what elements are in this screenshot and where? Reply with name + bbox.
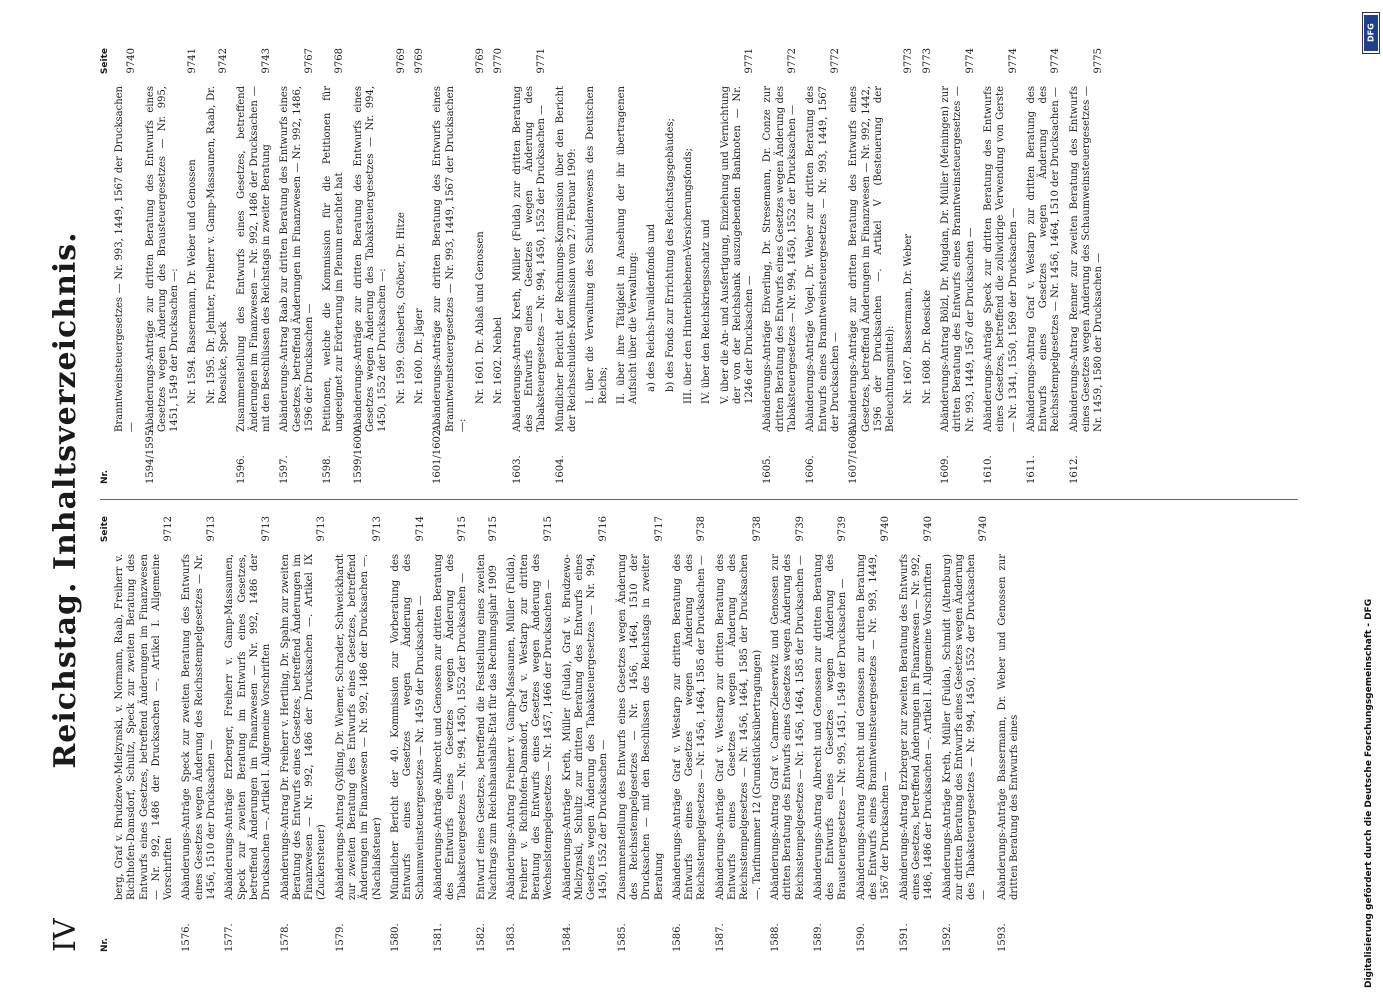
entry-text: Zusammenstellung des Entwurfs eines Gesetzes wegen Änderung des Reichsstempelgesetzes — Nr. 1456, 1464, 1510 der Drucksachen — mit den Beschlüssen des Reichstags in zweiter Beratung (616, 554, 665, 900)
page-header (40, 48, 100, 952)
entry-number: 1584. (561, 923, 573, 952)
entry-text: Petitionen, welche die Kommission für die Petitionen für ungeeignet zur Erörterung im Plenum erachtet hat (322, 86, 346, 432)
index-entry (585, 48, 610, 484)
entry-number: 1588. (769, 923, 781, 952)
entry-page: 9774 (1007, 48, 1019, 74)
entry-page: 9775 (1093, 48, 1105, 74)
entry-page: 9769 (475, 48, 487, 74)
entry-text: Abänderungs-Anträge Kreth, Müller (Fulda), Schmidt (Altenburg) zur dritten Beratung des Entwurfs eines Gesetzes wegen Änderung des Tabaksteuergesetzes — Nr. 994, 1450, 1552 der Drucksachen — (941, 554, 990, 900)
index-entry (899, 516, 936, 952)
entry-page: 9771 (744, 48, 756, 74)
entry-text: Abänderungs-Anträge Graf v. Westarp zur dritten Beratung des Entwurfs eines Gesetzes wegen Änderung des Reichsstempelgesetzes — Nr. 1456, 1464, 1585 der Drucksachen — (671, 554, 708, 900)
index-entry (672, 516, 709, 952)
entry-text: III. über den Hinterbliebenen-Versicherungsfonds; (682, 148, 694, 404)
index-entry (762, 48, 799, 484)
left-column-head (100, 516, 114, 952)
entry-number: 1589. (812, 923, 824, 952)
index-entry (1069, 48, 1106, 484)
entry-text: Abänderungs-Anträge zur dritten Beratung des Entwurfs eines Gesetzes wegen Änderung des Brausteuergesetzes — Nr. 995, 1451, 1549 der Drucksachen —: (144, 86, 181, 432)
entry-text: Abänderungs-Anträge Ebverling, Dr. Stresemann, Dr. Conze zur dritten Beratung des Entwurfs eines Gesetzes wegen Änderung des Tabaksteuergesetzes — Nr. 994, 1450, 1552 der Drucksachen — (762, 86, 799, 432)
column-label-nr: Nr. (100, 469, 110, 484)
entry-text: Nr. 1594. Bassermann, Dr. Weber und Genossen (187, 159, 199, 404)
entry-text: II. über ihre Tätigkeit in Ansehung der ihr übertragenen Aufsicht über die Verwaltung: (615, 86, 640, 404)
entry-page: 9769 (395, 48, 407, 74)
digitization-footer (1362, 12, 1380, 987)
entry-page: 9713 (206, 516, 218, 542)
index-entry (942, 516, 991, 952)
entry-page: 9768 (334, 48, 346, 74)
entry-text: Abänderungs-Anträge Kreth, Müller (Fulda), Graf v. Brudzewo-Mielzynski, Schultz zur dritten Beratung des Entwurfs eines Gesetzes wegen Änderung des Tabaksteuergesetzes — Nr. 994, 1450, 1552 der Drucksachen — (561, 554, 610, 900)
entry-page: 9773 (921, 48, 933, 74)
index-entry (940, 48, 977, 484)
entry-page: 9743 (260, 48, 272, 74)
index-entry (805, 48, 842, 484)
entry-page: 9739 (794, 516, 806, 542)
entry-number: 1606. (805, 455, 817, 484)
entry-page: 9769 (413, 48, 425, 74)
index-entry (279, 48, 316, 484)
index-entry (224, 516, 273, 952)
index-entry (617, 516, 666, 952)
column-divider (100, 499, 1298, 500)
index-entry (715, 516, 764, 952)
entry-page: 9740 (978, 516, 990, 542)
entry-text: Nr. 1599. Giesberts, Gröber, Dr. Hitze (395, 212, 407, 404)
entry-text: Abänderungs-Anträge Albrecht und Genossen zur dritten Beratung des Entwurfs eines Gesetzes wegen Änderung des Tabaksteuergesetzes — Nr. 994, 1450, 1552 der Drucksachen — (432, 554, 469, 900)
entry-text: Abänderungs-Antrag Albrecht und Genossen zur dritten Beratung des Entwurfs eines Branntweinsteuergesetzes — Nr. 993, 1449, 1567 der Drucksachen — (855, 554, 892, 900)
entry-text: I. über die Verwaltung des Schuldenwesens des Deutschen Reichs; (585, 86, 609, 404)
entry-page: 9712 (163, 516, 175, 542)
entry-page: 9772 (787, 48, 799, 74)
index-entry (720, 48, 757, 484)
entry-text: Abänderungs-Anträge zur dritten Beratung des Entwurfs eines Gesetzes, betreffend Änderungen im Finanzwesen — Nr. 992, 1442, 1596 der Drucksachen —. Artikel V (Besteuerung der Beleuchtungsmittel): (848, 86, 897, 432)
column-label-nr: Nr. (100, 937, 110, 952)
entry-page: 9739 (837, 516, 849, 542)
entry-page: 9714 (414, 516, 426, 542)
entry-number: 1586. (671, 923, 683, 952)
entry-page: 9771 (536, 48, 548, 74)
index-entry (562, 516, 611, 952)
entry-text: Abänderungs-Anträge Speck zur zweiten Beratung des Entwurfs eines Gesetzes wegen Änderung des Reichsstempelgesetzes — Nr. 1456, 1510 der Drucksachen — (181, 554, 218, 900)
entry-text: Abänderungs-Antrag Bölzl, Dr. Mugdan, Dr. Müller (Meiningen) zur dritten Beratung des Entwurfs eines Branntweinsteuergesetzes — Nr. 993, 1449, 1567 der Drucksachen — (940, 86, 976, 432)
entry-text: Nr. 1608. Dr. Roesicke (921, 289, 933, 404)
entry-number: 1592. (941, 923, 953, 952)
entry-page: 9715 (543, 516, 555, 542)
entry-text: Abänderungs-Anträge Graf v. Westarp zur dritten Beratung des Entwurfs eines Gesetzes wegen Änderung des Reichsstempelgesetzes — Nr. 1456, 1464, 1585 der Drucksachen —. Tarifnummer 12 (Grundstücksübertragungen) (714, 554, 763, 900)
entry-number: 1587. (714, 923, 726, 952)
entry-page: 9738 (751, 516, 763, 542)
left-entry-list (114, 516, 1021, 952)
entry-page: 9773 (903, 48, 915, 74)
entry-number: 1598. (322, 455, 334, 484)
index-entry (701, 48, 713, 484)
index-entry (206, 48, 231, 484)
right-column-head (100, 48, 114, 484)
entry-number: 1580. (389, 923, 401, 952)
index-entry (280, 516, 329, 952)
entry-text: Nr. 1595. Dr. Jehnter, Freiherr v. Gamp-Massaunen, Raab, Dr. Roesicke, Speck (205, 86, 230, 404)
entry-number: 1593. (996, 923, 1008, 952)
entry-number: 1611. (1025, 455, 1037, 484)
entry-text: Branntweinsteuergesetzes — Nr. 993, 1449, 1567 der Drucksachen — (114, 86, 138, 432)
index-entry (493, 48, 505, 484)
index-entry (922, 48, 934, 484)
entry-text: Abänderungs-Antrag Graf v. Carmer-Zieserwitz und Genossen zur dritten Beratung des Entwurfs eines Gesetzes wegen Änderung des Reichsstempelgesetzes — Nr. 1456, 1464, 1585 der Drucksachen — (769, 554, 806, 900)
entry-page: 9741 (187, 48, 199, 74)
entry-text: Abänderungs-Anträge zur dritten Beratung des Entwurfs eines Gesetzes wegen Änderung des Tabaksteuergesetzes — Nr. 994, 1450, 1552 der Drucksachen —: (352, 86, 389, 432)
entry-number: 1597. (279, 455, 291, 484)
entry-number: 1612. (1068, 455, 1080, 484)
index-entry (1026, 48, 1063, 484)
entry-number: 1599/1600. (352, 426, 364, 484)
entry-number: 1582. (475, 923, 487, 952)
entry-page: 9770 (493, 48, 505, 74)
entry-number: 1581. (432, 923, 444, 952)
left-column (100, 516, 1298, 952)
entry-text: Entwurf eines Gesetzes, betreffend die Feststellung eines zweiten Nachtrags zum Reichshaushalts-Etat für das Rechnungsjahr 1909 (475, 554, 500, 900)
entry-number: 1583. (506, 923, 518, 952)
right-entry-list (114, 48, 1106, 484)
entry-number: 1579. (334, 923, 346, 952)
entry-number: 1601/1602. (432, 426, 444, 484)
entry-text: Abänderungs-Antrag Freiherr v. Gamp-Massaunen, Müller (Fulda), Freiherr v. Richthofen-Damsdorf, Graf v. Westarp zur dritten Beratung des Entwurfs eines Gesetzes wegen Änderung des Wechselstempelgesetzes — Nr. 1457, 1466 der Drucksachen — (506, 554, 555, 900)
entry-page: 9738 (696, 516, 708, 542)
entry-page: 9713 (371, 516, 383, 542)
entry-number: 1594/1595. (144, 426, 156, 484)
entry-number: 1578. (279, 923, 291, 952)
entry-number: 1576. (181, 923, 193, 952)
entry-number: 1607/1608. (848, 426, 860, 484)
entry-page: 9716 (598, 516, 610, 542)
index-entry (646, 48, 658, 484)
index-entry (114, 48, 139, 484)
entry-text: Abänderungs-Anträge Speck zur dritten Beratung des Entwurfs eines Gesetzes, betreffend die zollwidrige Verwendung von Gerste — Nr. 1341, 1550, 1569 der Drucksachen — (982, 86, 1019, 432)
entry-text: Zusammenstellung des Entwurfs eines Gesetzes, betreffend Änderungen im Finanzwesen — Nr. 992, 1486 der Drucksachen — mit den Beschlüssen des Reichstags in zweiter Beratung (236, 86, 272, 432)
page-number: IV (48, 918, 83, 952)
index-entry (145, 48, 182, 484)
dfg-logo: DFG (1364, 15, 1378, 51)
index-entry (903, 48, 915, 484)
index-entry (506, 516, 555, 952)
index-entry (555, 48, 580, 484)
entry-text: IV. über den Reichskriegsschatz und (701, 219, 713, 404)
index-entry (433, 516, 470, 952)
entry-number: 1585. (616, 923, 628, 952)
entry-page: 9717 (653, 516, 665, 542)
entry-number: 1577. (224, 923, 236, 952)
column-label-seite: Seite (100, 516, 110, 543)
entry-text: Abänderungs-Antrag Graf v. Westarp zur dritten Beratung des Entwurfs eines Gesetzes wegen Änderung des Reichsstempelgesetzes — Nr. 1456, 1464, 1510 der Drucksachen — (1025, 86, 1062, 432)
entry-text: Nr. 1607. Bassermann, Dr. Weber (903, 233, 915, 404)
entry-text: a) des Reichs-Invalidenfonds und (646, 223, 658, 392)
entry-page: 9740 (880, 516, 892, 542)
entry-number: 1591. (898, 923, 910, 952)
entry-text: Mündlicher Bericht der Rechnungs-Kommission über den Bericht der Reichsschulden-Kommission vom 27. Februar 1909: (554, 86, 578, 432)
entry-text: Abänderungs-Antrag Kreth, Müller (Fulda) zur dritten Beratung des Entwurfs eines Gesetzes wegen Änderung des Tabaksteuergesetzes — Nr. 994, 1450, 1552 der Drucksachen — (511, 86, 548, 432)
entry-text: V. über die An- und Ausfertigung, Einziehung und Vernichtung der von der Reichsbank auszugebenden Banknoten — Nr. 1246 der Drucksachen — (719, 86, 756, 404)
index-entry (997, 516, 1022, 952)
index-entry (848, 48, 897, 484)
index-entry (390, 516, 427, 952)
entry-text: Nr. 1600. Dr. Jäger (413, 308, 425, 404)
index-entry (114, 516, 175, 952)
entry-number: 1603. (511, 455, 523, 484)
index-entry (813, 516, 850, 952)
entry-text: Abänderungs-Antrag Dr. Freiherr v. Hertling, Dr. Spahn zur zweiten Beratung des Entwurfs eines Gesetzes, betreffend Änderungen im Finanzwesen — Nr. 992, 1486 der Drucksachen —. Artikel IX (Zuckersteuer) (279, 554, 328, 900)
entry-text: Abänderungs-Antrag Gyßling, Dr. Wiemer, Schrader, Schweickhardt zur zweiten Beratung des Entwurfs eines Gesetzes, betreffend Änderungen im Finanzwesen — Nr. 992, 1486 der Drucksachen —. (Nachlaßsteuer) (334, 554, 383, 900)
index-entry (236, 48, 273, 484)
index-entry (335, 516, 384, 952)
digitization-note: Digitalisierung gefördert durch die Deutsche Forschungsgemeinschaft - DFG (1364, 598, 1374, 988)
index-entry (414, 48, 426, 484)
entry-number: 1609. (940, 455, 952, 484)
index-entry (396, 48, 408, 484)
entry-page: 9740 (126, 48, 138, 74)
entry-page: 9715 (457, 516, 469, 542)
entry-page: 9767 (303, 48, 315, 74)
entry-text: Nr. 1602. Nehbel (493, 316, 505, 404)
index-entry (616, 48, 641, 484)
entry-number: 1604. (554, 455, 566, 484)
entry-page: 9715 (488, 516, 500, 542)
entry-text: Abänderungs-Anträge zur dritten Beratung des Entwurfs eines Branntweinsteuergesetzes — Nr. 993, 1449, 1567 der Drucksachen —: (432, 86, 468, 432)
index-entry (770, 516, 807, 952)
entry-text: Abänderungs-Anträge Erzberger, Freiherr v. Gamp-Massaunen, Speck zur zweiten Beratung im Entwurfs eines Gesetzes, betreffend Änderungen im Finanzwesen — Nr. 992, 1486 der Drucksachen —. Artikel I. Allgemeine Vorschriften (224, 554, 273, 900)
entry-text: Mündlicher Bericht der 40. Kommission zur Vorberatung des Entwurfs eines Gesetzes wegen Änderung des Schaumweinsteuergesetzes — Nr. 1459 der Drucksachen — (389, 554, 426, 900)
dfg-logo-box (1362, 12, 1380, 54)
entry-text: Abänderungs-Antrag Renner zur zweiten Beratung des Entwurfs eines Gesetzes wegen Änderung des Schaumweinsteuergesetzes — Nr. 1459, 1580 der Drucksachen — (1068, 86, 1105, 432)
entry-number: 1605. (762, 455, 774, 484)
entry-text: Abänderungs-Antrag Raab zur dritten Beratung des Entwurfs eines Gesetzes, betreffend Änderungen im Finanzwesen — Nr. 992, 1486, 1596 der Drucksachen — (279, 86, 315, 432)
entry-page: 9713 (316, 516, 328, 542)
index-entry (683, 48, 695, 484)
entry-page: 9740 (923, 516, 935, 542)
entry-text: b) des Fonds zur Errichtung des Reichstagsgebäudes; (664, 118, 676, 392)
entry-number: 1590. (855, 923, 867, 952)
right-column (100, 48, 1298, 484)
entry-text: Abänderungs-Anträge Vogel, Dr. Weber zur dritten Beratung des Entwurfs eines Branntweinsteuergesetzes — Nr. 993, 1449, 1567 der Drucksachen — (805, 86, 841, 432)
index-entry (856, 516, 893, 952)
index-entry (181, 516, 218, 952)
column-label-seite: Seite (100, 48, 110, 75)
entry-page: 9774 (964, 48, 976, 74)
entry-text: Abänderungs-Antrag Albrecht und Genossen zur dritten Beratung des Entwurfs eines Gesetzes wegen Änderung des Brausteuergesetzes — Nr. 995, 1451, 1549 der Drucksachen — (812, 554, 849, 900)
page-title: Reichstag. Inhaltsverzeichnis. (48, 231, 83, 769)
entry-text: Nr. 1601. Dr. Ablaß und Genossen (475, 231, 487, 404)
index-entry (432, 48, 469, 484)
entry-page: 9772 (829, 48, 841, 74)
entry-number: 1610. (982, 455, 994, 484)
index-entry (353, 48, 390, 484)
index-columns (100, 48, 1298, 952)
index-entry (512, 48, 549, 484)
entry-page: 9774 (1050, 48, 1062, 74)
entry-page: 9713 (261, 516, 273, 542)
entry-text: Abänderungs-Anträge Bassermann, Dr. Weber und Genossen zur dritten Beratung des Entwurfs eines (996, 554, 1020, 900)
index-entry (322, 48, 347, 484)
index-entry (476, 516, 501, 952)
index-entry (665, 48, 677, 484)
index-entry (475, 48, 487, 484)
entry-number: 1596. (236, 455, 248, 484)
index-entry (187, 48, 199, 484)
entry-page: 9742 (218, 48, 230, 74)
entry-text: berg, Graf v. Brudzewo-Mielzynski, v. Normann, Raab, Freiherr v. Richthofen-Damsdorf, Schultz, Speck zur zweiten Beratung des Entwurfs eines Gesetzes, betreffend Änderungen im Finanzwesen — Nr. 992, 1486 der Drucksachen —. Artikel I. Allgemeine Vorschriften (114, 554, 175, 900)
index-entry (983, 48, 1020, 484)
entry-text: Abänderungs-Antrag Erzberger zur zweiten Beratung des Entwurfs eines Gesetzes, betreffend Änderungen im Finanzwesen — Nr. 992, 1486, 1486 der Drucksachen —. Artikel I. Allgemeine Vorschriften (898, 554, 935, 900)
